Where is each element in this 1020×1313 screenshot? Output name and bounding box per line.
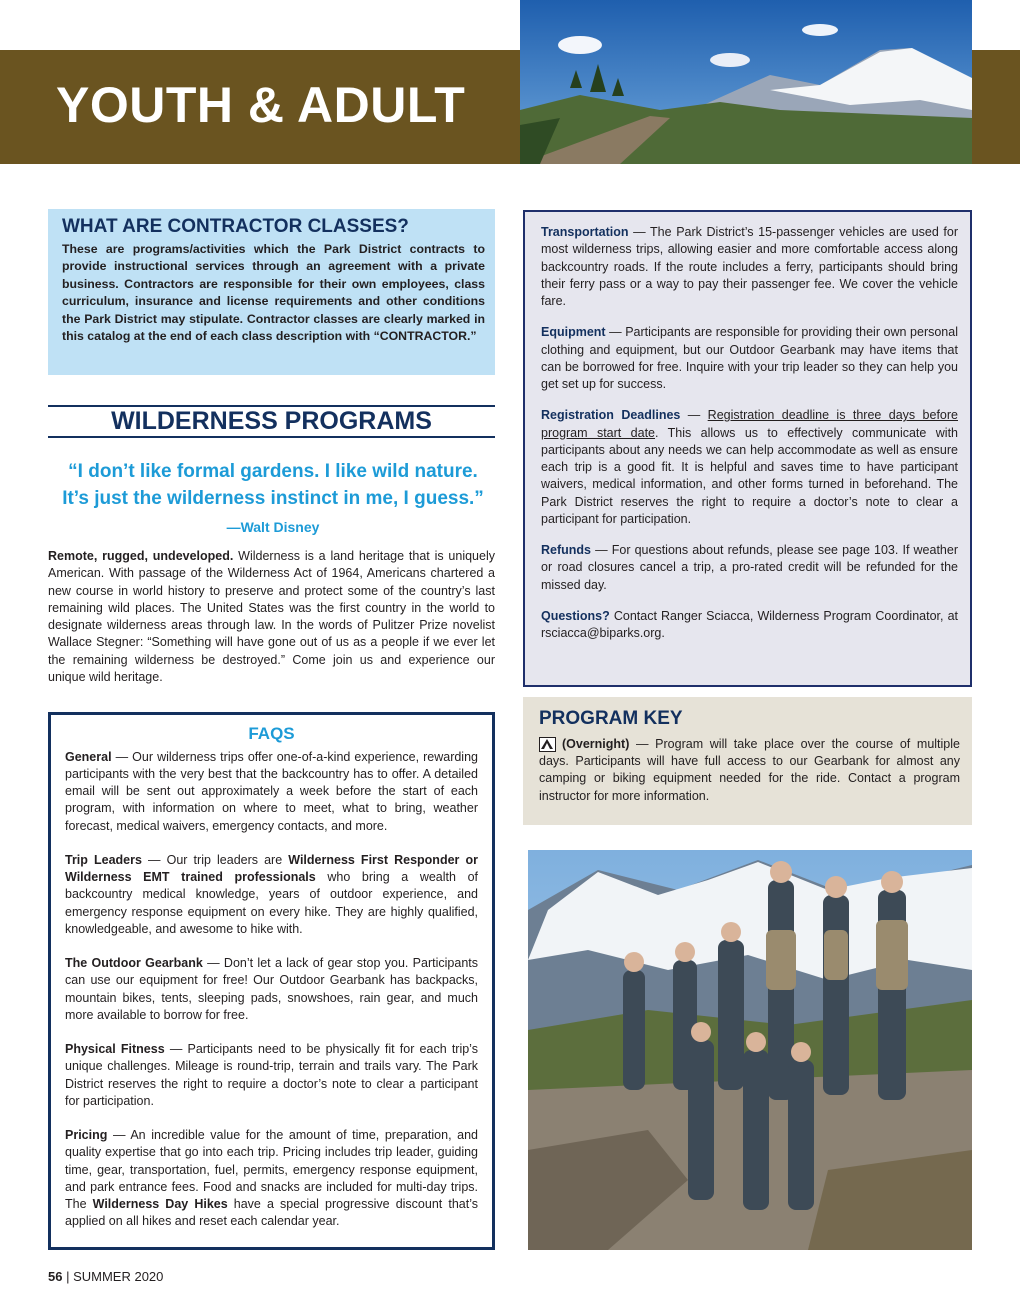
mountain-trail-photo bbox=[520, 0, 972, 164]
walt-disney-quote bbox=[58, 458, 488, 540]
hiking-group-photo bbox=[528, 850, 972, 1250]
faq-leaders-label: Trip Leaders bbox=[65, 852, 142, 867]
equipment-label: Equipment bbox=[541, 325, 606, 340]
equipment-text: — Participants are responsible for providing their own personal clothing and equipment, but our Outdoor Gearbank may have items that can be borrowed for free. Inquire with your trip leader so they can help you get set up for success. bbox=[541, 325, 958, 391]
faq-gearbank bbox=[65, 955, 478, 1024]
wilderness-heading-bar bbox=[48, 405, 495, 438]
wilderness-heading: WILDERNESS PROGRAMS bbox=[111, 407, 432, 435]
contractor-body: These are programs/activities which the Park District contracts to provide instructional services through an agreement with a private business. Contractors are responsible for their own employees, class curriculum, insurance and license requirements and other conditions the Park District may stipulate. Contractor classes are clearly marked in this catalog at the end of each class description with “CONTRACTOR.” bbox=[62, 241, 485, 344]
faq-pricing-pre: — An incredible value for the amount of time, preparation, and quality expertise that go into each trip. Pricing includes trip leader, guiding time, gear, transportation, fuel, permits, emergency response equipment, and park entrance fees. Food and snacks are included for multi-day trips. The bbox=[65, 1128, 478, 1212]
faq-physical-fitness bbox=[65, 1041, 478, 1110]
faq-general bbox=[65, 749, 478, 835]
overnight-label: (Overnight) bbox=[562, 736, 630, 751]
tent-icon bbox=[539, 737, 556, 752]
faq-pricing-bold: Wilderness Day Hikes bbox=[92, 1197, 228, 1212]
overnight-text: — Program will take place over the course of multiple days. Participants will have full access to our Gearbank for almost any camping or biking equipment needed for the ride. Contact a program instructor for more information. bbox=[539, 736, 960, 803]
program-key-text bbox=[539, 736, 960, 805]
intro-body: Wilderness is a land heritage that is uniquely American. With passage of the Wilderness Act of 1964, Americans chartered a new course in world history to preserve and protect some of the country’s last remaining wild places. The United States was the first country in the world to designate wilderness areas through law. In the words of Pulitzer Prize novelist Wallace Stegner: “Something will have gone out of us as a people if we ever let the remaining wilderness be destroyed.” Come join us and experience our unique wild heritage. bbox=[48, 549, 495, 684]
deadlines-underlined: Registration deadline is three days before program start date bbox=[541, 408, 958, 440]
faq-leaders-pre: — Our trip leaders are bbox=[141, 852, 289, 867]
page-title: YOUTH & ADULT bbox=[56, 77, 466, 133]
refunds-text: — For questions about refunds, please see page 103. If weather or road closures cancel a trip, a pro-rated credit will be refunded for the missed day. bbox=[541, 543, 958, 592]
info-refunds bbox=[541, 542, 958, 594]
trip-info-box bbox=[523, 210, 972, 687]
transport-label: Transportation bbox=[541, 225, 629, 239]
contractor-heading: WHAT ARE CONTRACTOR CLASSES? bbox=[62, 216, 409, 237]
info-questions bbox=[541, 608, 958, 643]
faq-gearbank-label: The Outdoor Gearbank bbox=[65, 956, 203, 971]
program-key-heading: PROGRAM KEY bbox=[539, 708, 683, 729]
quote-text: “I don’t like formal gardens. I like wild nature. It’s just the wilderness instinct in me, I guess.” bbox=[62, 461, 484, 510]
faq-pricing bbox=[65, 1127, 478, 1231]
info-registration-deadlines bbox=[541, 407, 958, 528]
faq-fitness-label: Physical Fitness bbox=[65, 1042, 165, 1057]
faq-pricing-post: have a special progressive discount that’s applied on all hikes and reset each calendar year. bbox=[65, 1197, 479, 1229]
refunds-label: Refunds bbox=[541, 543, 591, 557]
faqs-box bbox=[48, 712, 495, 1250]
contractor-classes-box bbox=[48, 209, 495, 375]
wilderness-intro bbox=[48, 548, 495, 686]
faq-gearbank-text: — Don’t let a lack of gear stop you. Participants can use our equipment for free! Our Outdoor Gearbank has backpacks, mountain bikes, tents, sleeping pads, snowshoes, rain gear, and much more available to borrow for free. bbox=[65, 956, 478, 1022]
page-footer bbox=[48, 1270, 163, 1283]
faq-fitness-text: — Participants need to be physically fit for each trip’s unique challenges. Mileage is round-trip, terrain and trails vary. The Park District reserves the right to require a doctor’s note to clear a participant for participation. bbox=[65, 1042, 478, 1108]
footer-issue: SUMMER 2020 bbox=[73, 1269, 164, 1284]
program-key-box bbox=[523, 697, 972, 825]
faqs-heading: FAQS bbox=[248, 724, 295, 743]
quote-attribution: —Walt Disney bbox=[226, 518, 320, 535]
questions-text: Contact Ranger Sciacca, Wilderness Program Coordinator, at rsciacca@biparks.org. bbox=[541, 608, 958, 640]
deadlines-label: Registration Deadlines bbox=[541, 408, 681, 423]
faq-general-label: General bbox=[65, 749, 112, 764]
faq-general-text: — Our wilderness trips offer one-of-a-kind experience, rewarding participants with the very best that the backcountry has to offer. A detailed email will be sent out approximately a week before the start of each program, with information on where to meet, what to bring, weather forecast, medical waivers, emergency contacts, and more. bbox=[65, 749, 478, 833]
deadlines-sep: — bbox=[680, 408, 708, 423]
questions-label: Questions? bbox=[541, 608, 610, 623]
faq-pricing-label: Pricing bbox=[65, 1128, 108, 1143]
footer-separator: | bbox=[62, 1269, 74, 1284]
intro-lead: Remote, rugged, undeveloped. bbox=[48, 549, 234, 563]
page-number: 56 bbox=[48, 1269, 63, 1284]
faq-leaders-bold: Wilderness First Responder or Wilderness EMT trained professionals bbox=[65, 852, 478, 885]
faq-trip-leaders bbox=[65, 852, 478, 938]
deadlines-text: . This allows us to effectively communicate with participants about any needs we can help accommodate as well as ensure each trip is a good fit. It is helpful and saves time to have participant waivers, medical information, and other forms turned in beforehand. The Park District reserves the right to require a doctor’s note to clear a participant for participation. bbox=[541, 425, 958, 526]
info-transportation bbox=[541, 224, 958, 310]
faq-leaders-post: who bring a wealth of backcountry medical knowledge, years of outdoor experience, and emergency response equipment on every hike. They are highly qualified, knowledgeable, and awesome to hike with. bbox=[65, 870, 478, 936]
info-equipment bbox=[541, 324, 958, 393]
transport-text: — The Park District’s 15-passenger vehicles are used for most wilderness trips, allowing easier and more comfortable access along backcountry roads. If the route includes a ferry, participants should bring their ferry pass or a way to pay their passenger fee. We cover the vehicle fare. bbox=[541, 225, 958, 308]
